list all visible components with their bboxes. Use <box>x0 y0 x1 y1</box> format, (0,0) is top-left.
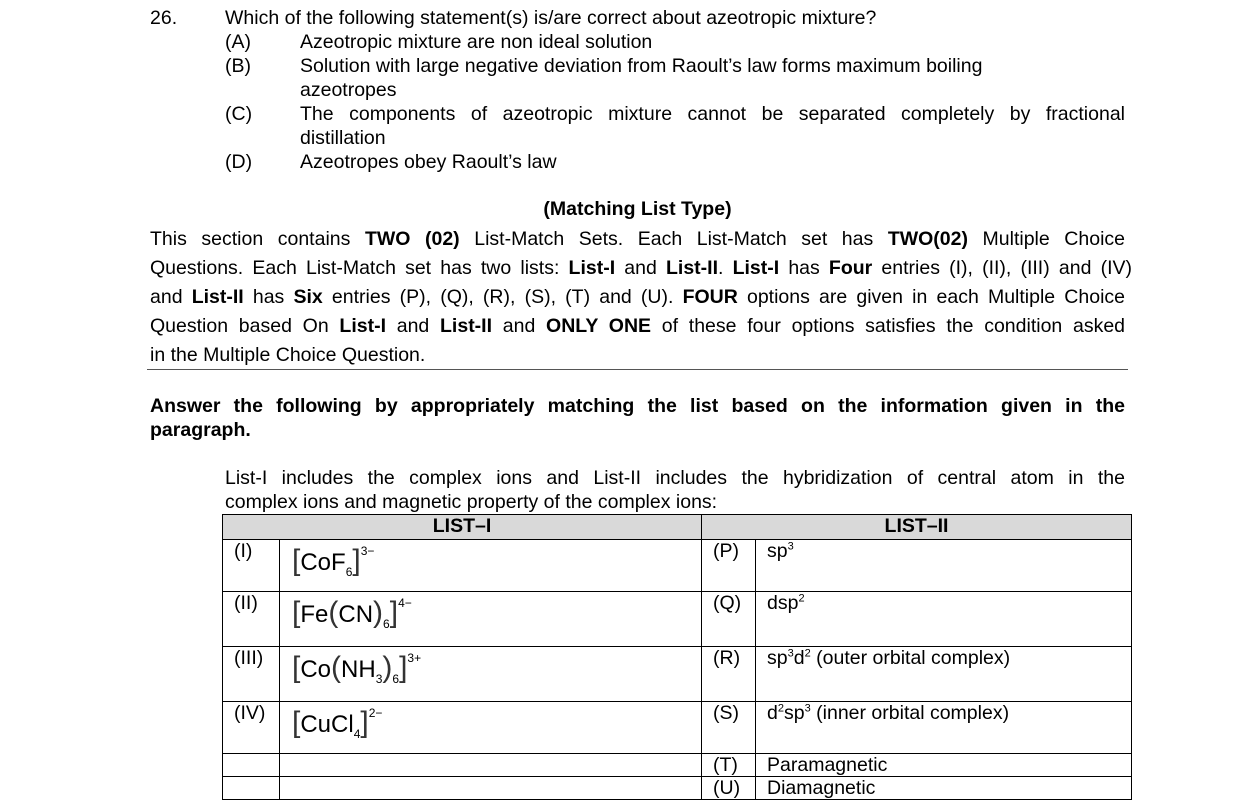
option-text-b-line1: Solution with large negative deviation from Raoult’s law forms maximum boiling <box>300 55 983 77</box>
matching-table <box>222 514 1132 800</box>
list2-label: (S) <box>702 702 756 754</box>
list-intro-line2: complex ions and magnetic property of the complex ions: <box>225 491 718 513</box>
list1-header: LIST–I <box>223 515 702 540</box>
table-row <box>223 702 1132 754</box>
section-divider <box>147 369 1128 370</box>
option-label-d: (D) <box>225 151 253 173</box>
list2-text: Paramagnetic <box>756 754 1132 777</box>
option-label-c: (C) <box>225 103 253 125</box>
table-row <box>223 647 1132 702</box>
empty-cell <box>223 754 280 777</box>
option-text-a: Azeotropic mixture are non ideal solution <box>300 31 653 53</box>
section-paragraph-line4: Question based On List-I and List-II and ONLY ONE of these four options satisfies the condition asked <box>150 315 1126 337</box>
option-label-a: (A) <box>225 31 251 53</box>
option-text-b-line2: azeotropes <box>300 79 397 101</box>
list1-label: (III) <box>223 647 280 702</box>
instruction-line2: paragraph. <box>150 419 251 441</box>
section-paragraph-line5: in the Multiple Choice Question. <box>150 344 426 366</box>
list2-text: $sp^3d^2$ (outer orbital complex) <box>756 647 1132 702</box>
section-paragraph-line2: Questions. Each List-Match set has two lists: List-I and List-II. List-I has Four entries (I), (II), (III) and (IV) <box>150 257 1132 279</box>
question-stem: Which of the following statement(s) is/are correct about azeotropic mixture? <box>225 7 877 29</box>
list2-text: $d^2sp^3$ (inner orbital complex) <box>756 702 1132 754</box>
table-row <box>223 540 1132 592</box>
list2-text: dsp$^2$ <box>756 592 1132 647</box>
list2-label: (P) <box>702 540 756 592</box>
option-text-c-line1: The components of azeotropic mixture cannot be separated completely by fractional <box>300 103 1125 125</box>
list1-formula: $[Fe(CN)_6]^{4-}$ <box>280 592 702 647</box>
section-title: (Matching List Type) <box>543 198 732 220</box>
list1-formula: [CuCl$_4$]$^{2-}$ <box>280 702 702 754</box>
question-number: 26. <box>150 7 178 29</box>
list1-formula: $[Co(NH_3)_6]^{3+}$ <box>280 647 702 702</box>
section-paragraph-line1: This section contains TWO (02) List-Match Sets. Each List-Match set has TWO(02) Multiple Choice <box>150 228 1125 250</box>
list1-label: (I) <box>223 540 280 592</box>
list1-label: (IV) <box>223 702 280 754</box>
list-intro-line1: List-I includes the complex ions and List-II includes the hybridization of central atom in the <box>225 467 1125 489</box>
list2-text: $sp^3$ <box>756 540 1132 592</box>
list2-header: LIST–II <box>702 515 1132 540</box>
section-paragraph-line3: and List-II has Six entries (P), (Q), (R), (S), (T) and (U). FOUR options are given in each Multiple Choice <box>150 286 1126 308</box>
list1-formula: $[CoF_6]^{3-}$ <box>280 540 702 592</box>
empty-cell <box>280 754 702 777</box>
option-text-d: Azeotropes obey Raoult’s law <box>300 151 557 173</box>
instruction-line1: Answer the following by appropriately matching the list based on the information given in the <box>150 395 1125 417</box>
empty-cell <box>280 777 702 800</box>
list2-label: (U) <box>702 777 756 800</box>
list2-label: (R) <box>702 647 756 702</box>
table-row <box>223 777 1132 800</box>
option-label-b: (B) <box>225 55 251 77</box>
table-row <box>223 592 1132 647</box>
option-text-c-line2: distillation <box>300 127 386 149</box>
list2-label: (Q) <box>702 592 756 647</box>
table-header-row <box>223 515 1132 540</box>
empty-cell <box>223 777 280 800</box>
list2-label: (T) <box>702 754 756 777</box>
list1-label: (II) <box>223 592 280 647</box>
list2-text: Diamagnetic <box>756 777 1132 800</box>
table-row <box>223 754 1132 777</box>
